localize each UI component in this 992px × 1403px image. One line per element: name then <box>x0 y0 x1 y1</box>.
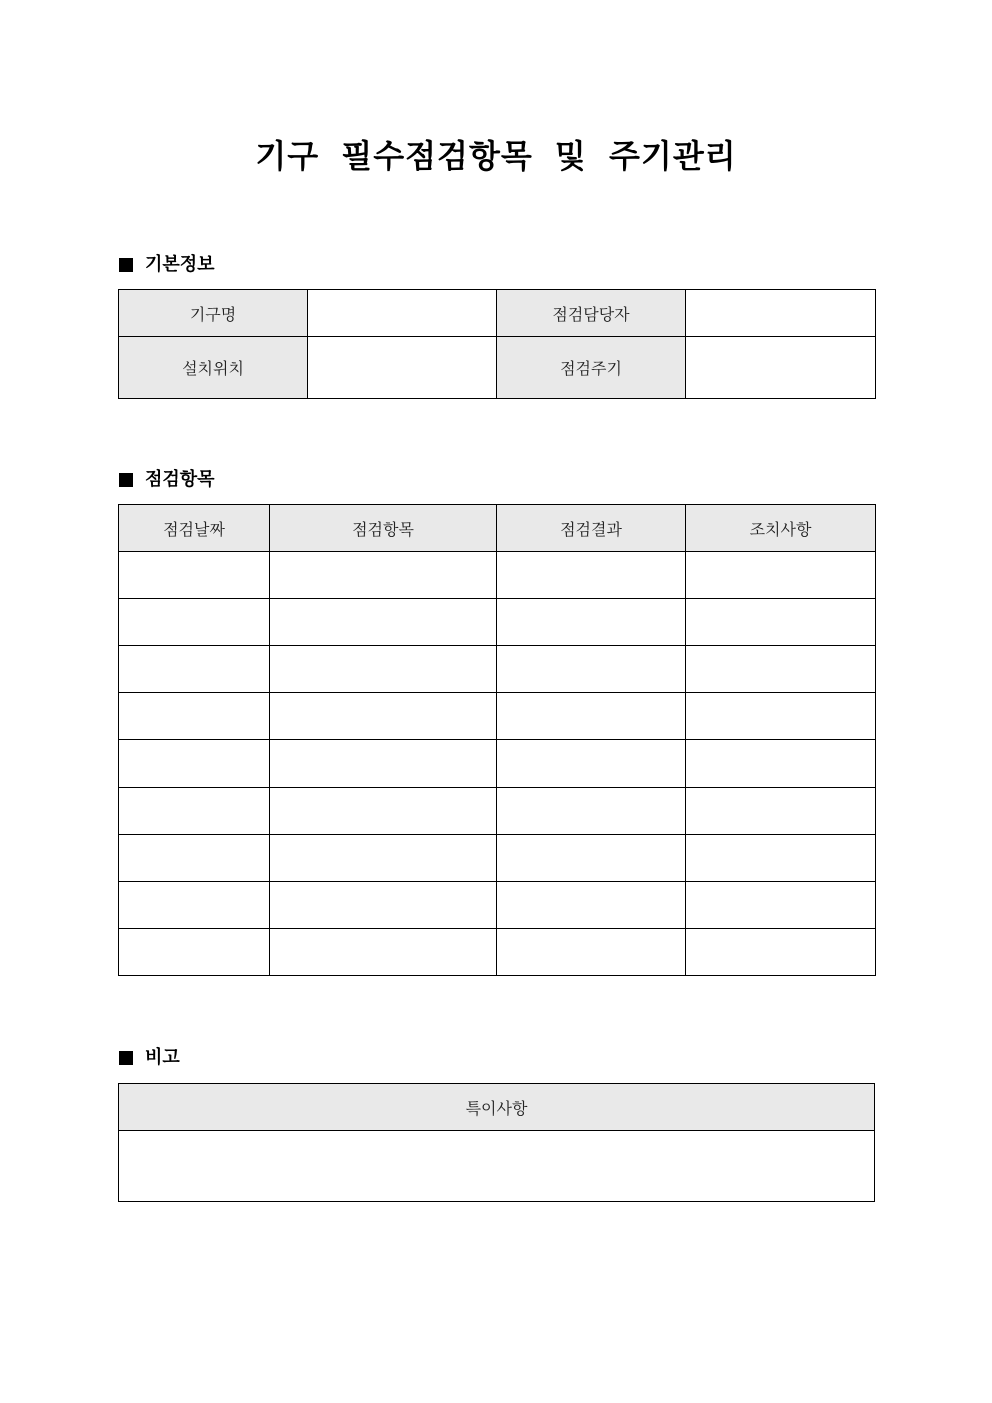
column-header-date: 점검날짜 <box>119 505 270 552</box>
result-cell[interactable] <box>497 646 686 693</box>
action-cell[interactable] <box>686 740 876 788</box>
date-cell[interactable] <box>119 740 270 788</box>
date-cell[interactable] <box>119 835 270 882</box>
item-cell[interactable] <box>270 552 497 599</box>
result-cell[interactable] <box>497 740 686 788</box>
action-cell[interactable] <box>686 599 876 646</box>
remarks-table <box>118 1083 875 1202</box>
table-row <box>119 552 876 599</box>
inspection-heading-text: 점검항목 <box>145 469 215 490</box>
remarks-header-row <box>119 1084 875 1131</box>
date-cell[interactable] <box>119 788 270 835</box>
inspection-header-row <box>119 505 876 552</box>
item-cell[interactable] <box>270 788 497 835</box>
basic-info-heading <box>119 253 215 277</box>
result-cell[interactable] <box>497 882 686 929</box>
inspection-table <box>118 504 876 976</box>
result-cell[interactable] <box>497 552 686 599</box>
item-cell[interactable] <box>270 929 497 976</box>
action-cell[interactable] <box>686 835 876 882</box>
action-cell[interactable] <box>686 646 876 693</box>
square-bullet-icon <box>119 473 133 487</box>
date-cell[interactable] <box>119 882 270 929</box>
equipment-name-field[interactable] <box>308 290 497 337</box>
column-header-notes: 특이사항 <box>119 1084 875 1131</box>
notes-field[interactable] <box>119 1131 875 1202</box>
result-cell[interactable] <box>497 599 686 646</box>
remarks-heading-text: 비고 <box>145 1047 180 1068</box>
table-row <box>119 835 876 882</box>
table-row <box>119 646 876 693</box>
date-cell[interactable] <box>119 646 270 693</box>
item-cell[interactable] <box>270 835 497 882</box>
item-cell[interactable] <box>270 693 497 740</box>
action-cell[interactable] <box>686 788 876 835</box>
result-cell[interactable] <box>497 788 686 835</box>
table-row <box>119 882 876 929</box>
result-cell[interactable] <box>497 929 686 976</box>
inspection-cycle-field[interactable] <box>686 337 876 399</box>
install-location-label: 설치위치 <box>119 337 308 399</box>
inspector-label: 점검담당자 <box>497 290 686 337</box>
inspection-heading <box>119 468 215 492</box>
action-cell[interactable] <box>686 882 876 929</box>
remarks-heading <box>119 1046 180 1070</box>
basic-info-row <box>119 290 876 337</box>
column-header-item: 점검항목 <box>270 505 497 552</box>
inspection-cycle-label: 점검주기 <box>497 337 686 399</box>
basic-info-table <box>118 289 876 399</box>
square-bullet-icon <box>119 258 133 272</box>
item-cell[interactable] <box>270 882 497 929</box>
install-location-field[interactable] <box>308 337 497 399</box>
equipment-name-label: 기구명 <box>119 290 308 337</box>
table-row <box>119 693 876 740</box>
result-cell[interactable] <box>497 693 686 740</box>
item-cell[interactable] <box>270 646 497 693</box>
table-row <box>119 788 876 835</box>
column-header-action: 조치사항 <box>686 505 876 552</box>
inspector-field[interactable] <box>686 290 876 337</box>
date-cell[interactable] <box>119 552 270 599</box>
result-cell[interactable] <box>497 835 686 882</box>
action-cell[interactable] <box>686 929 876 976</box>
column-header-result: 점검결과 <box>497 505 686 552</box>
action-cell[interactable] <box>686 693 876 740</box>
basic-info-heading-text: 기본정보 <box>145 254 215 275</box>
remarks-row <box>119 1131 875 1202</box>
item-cell[interactable] <box>270 740 497 788</box>
square-bullet-icon <box>119 1051 133 1065</box>
basic-info-row <box>119 337 876 399</box>
table-row <box>119 929 876 976</box>
date-cell[interactable] <box>119 693 270 740</box>
date-cell[interactable] <box>119 599 270 646</box>
page-title: 기구 필수점검항목 및 주기관리 <box>255 137 737 175</box>
item-cell[interactable] <box>270 599 497 646</box>
action-cell[interactable] <box>686 552 876 599</box>
date-cell[interactable] <box>119 929 270 976</box>
table-row <box>119 599 876 646</box>
table-row <box>119 740 876 788</box>
